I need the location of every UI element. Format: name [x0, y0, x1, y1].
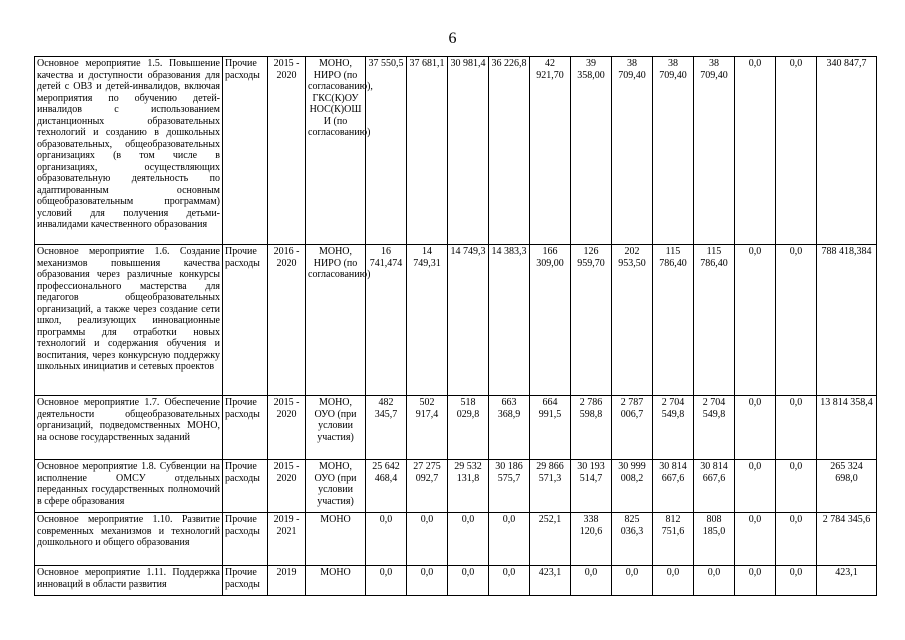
table-row — [35, 513, 877, 566]
activity-description: Основное мероприятие 1.8. Субвенции на исполнение ОМСУ отдельных переданных государственных полномочий в сфере образования — [35, 460, 223, 513]
value-cell: 30 193 514,7 — [571, 460, 612, 513]
value-cell: 518 029,8 — [448, 396, 489, 460]
value-cell: 0,0 — [776, 566, 817, 596]
value-cell: 0,0 — [776, 460, 817, 513]
value-cell: 502 917,4 — [407, 396, 448, 460]
value-cell: 38 709,40 — [612, 57, 653, 245]
value-cell: 0,0 — [653, 566, 694, 596]
activity-description: Основное мероприятие 1.5. Повышение качества и доступности образования для детей с ОВЗ и детей-инвалидов, включая мероприятия по обучению детей-инвалидов с использованием дистанционных образовательных технологий и созданию в дошкольных образовательных, общеобразовательных организациях (в том числе в организациях, осуществляющих образовательную деятельность по адаптированным основным общеобразовательным программам) условий для получения детьми-инвалидами качественного образования — [35, 57, 223, 245]
expense-type: Прочие расходы — [223, 245, 268, 396]
value-cell: 0,0 — [366, 566, 407, 596]
value-cell: 37 681,1 — [407, 57, 448, 245]
executor: МОНО, НИРО (по согласованию), ГКС(К)ОУ НОС(К)ОШ И (по согласованию) — [306, 57, 366, 245]
value-cell: 0,0 — [407, 513, 448, 566]
value-cell: 30 999 008,2 — [612, 460, 653, 513]
value-cell: 0,0 — [448, 513, 489, 566]
value-cell: 14 749,31 — [407, 245, 448, 396]
value-cell: 13 814 358,4 — [817, 396, 877, 460]
value-cell: 0,0 — [612, 566, 653, 596]
value-cell: 2 704 549,8 — [653, 396, 694, 460]
value-cell: 0,0 — [776, 513, 817, 566]
value-cell: 0,0 — [776, 396, 817, 460]
value-cell: 664 991,5 — [530, 396, 571, 460]
table-row — [35, 245, 877, 396]
value-cell: 166 309,00 — [530, 245, 571, 396]
value-cell: 37 550,5 — [366, 57, 407, 245]
value-cell: 0,0 — [735, 460, 776, 513]
value-cell: 39 358,00 — [571, 57, 612, 245]
period: 2016 - 2020 — [268, 245, 306, 396]
value-cell: 812 751,6 — [653, 513, 694, 566]
value-cell: 29 532 131,8 — [448, 460, 489, 513]
value-cell: 0,0 — [448, 566, 489, 596]
table-row — [35, 57, 877, 245]
value-cell: 0,0 — [735, 513, 776, 566]
value-cell: 0,0 — [776, 57, 817, 245]
table-row — [35, 566, 877, 596]
value-cell: 0,0 — [735, 566, 776, 596]
value-cell: 423,1 — [817, 566, 877, 596]
value-cell: 825 036,3 — [612, 513, 653, 566]
value-cell: 0,0 — [694, 566, 735, 596]
value-cell: 0,0 — [735, 396, 776, 460]
value-cell: 2 784 345,6 — [817, 513, 877, 566]
value-cell: 30 814 667,6 — [694, 460, 735, 513]
expense-type: Прочие расходы — [223, 513, 268, 566]
value-cell: 36 226,8 — [489, 57, 530, 245]
page-number: 6 — [448, 30, 457, 47]
value-cell: 42 921,70 — [530, 57, 571, 245]
value-cell: 0,0 — [571, 566, 612, 596]
expense-type: Прочие расходы — [223, 566, 268, 596]
period: 2019 - 2021 — [268, 513, 306, 566]
value-cell: 38 709,40 — [694, 57, 735, 245]
activity-description: Основное мероприятие 1.11. Поддержка инноваций в области развития — [35, 566, 223, 596]
value-cell: 265 324 698,0 — [817, 460, 877, 513]
value-cell: 0,0 — [776, 245, 817, 396]
executor: МОНО, ОУО (при условии участия) — [306, 460, 366, 513]
table-row — [35, 396, 877, 460]
value-cell: 29 866 571,3 — [530, 460, 571, 513]
value-cell: 482 345,7 — [366, 396, 407, 460]
value-cell: 340 847,7 — [817, 57, 877, 245]
period: 2015 - 2020 — [268, 396, 306, 460]
expense-type: Прочие расходы — [223, 396, 268, 460]
value-cell: 14 383,3 — [489, 245, 530, 396]
value-cell: 788 418,384 — [817, 245, 877, 396]
table-row — [35, 460, 877, 513]
executor: МОНО, ОУО (при условии участия) — [306, 396, 366, 460]
value-cell: 338 120,6 — [571, 513, 612, 566]
value-cell: 663 368,9 — [489, 396, 530, 460]
executor: МОНО — [306, 566, 366, 596]
value-cell: 16 741,474 — [366, 245, 407, 396]
value-cell: 0,0 — [489, 566, 530, 596]
period: 2015 - 2020 — [268, 460, 306, 513]
value-cell: 423,1 — [530, 566, 571, 596]
value-cell: 30 814 667,6 — [653, 460, 694, 513]
value-cell: 115 786,40 — [694, 245, 735, 396]
value-cell: 30 981,4 — [448, 57, 489, 245]
value-cell: 25 642 468,4 — [366, 460, 407, 513]
value-cell: 252,1 — [530, 513, 571, 566]
value-cell: 2 787 006,7 — [612, 396, 653, 460]
activity-description: Основное мероприятие 1.10. Развитие современных механизмов и технологий дошкольного и общего образования — [35, 513, 223, 566]
executor: МОНО, НИРО (по согласованию) — [306, 245, 366, 396]
value-cell: 0,0 — [489, 513, 530, 566]
value-cell: 27 275 092,7 — [407, 460, 448, 513]
period: 2015 - 2020 — [268, 57, 306, 245]
value-cell: 2 704 549,8 — [694, 396, 735, 460]
expense-type: Прочие расходы — [223, 57, 268, 245]
value-cell: 202 953,50 — [612, 245, 653, 396]
value-cell: 808 185,0 — [694, 513, 735, 566]
value-cell: 126 959,70 — [571, 245, 612, 396]
value-cell: 38 709,40 — [653, 57, 694, 245]
period: 2019 — [268, 566, 306, 596]
value-cell: 2 786 598,8 — [571, 396, 612, 460]
program-activities-table — [34, 56, 877, 596]
expense-type: Прочие расходы — [223, 460, 268, 513]
executor: МОНО — [306, 513, 366, 566]
activity-description: Основное мероприятие 1.7. Обеспечение деятельности общеобразовательных организаций, подведомственных МОНО, на основе государственных заданий — [35, 396, 223, 460]
value-cell: 0,0 — [407, 566, 448, 596]
activity-description: Основное мероприятие 1.6. Создание механизмов повышения качества образования через различные конкурсы профессионального мастерства для педагогов общеобразовательных организаций, а также через создание сети школ, реализующих инновационные программы для отработки новых технологий и содержания обучения и воспитания, через конкурсную поддержку школьных инициатив и сетевых проектов — [35, 245, 223, 396]
value-cell: 0,0 — [366, 513, 407, 566]
value-cell: 14 749,3 — [448, 245, 489, 396]
value-cell: 0,0 — [735, 245, 776, 396]
value-cell: 0,0 — [735, 57, 776, 245]
value-cell: 115 786,40 — [653, 245, 694, 396]
value-cell: 30 186 575,7 — [489, 460, 530, 513]
